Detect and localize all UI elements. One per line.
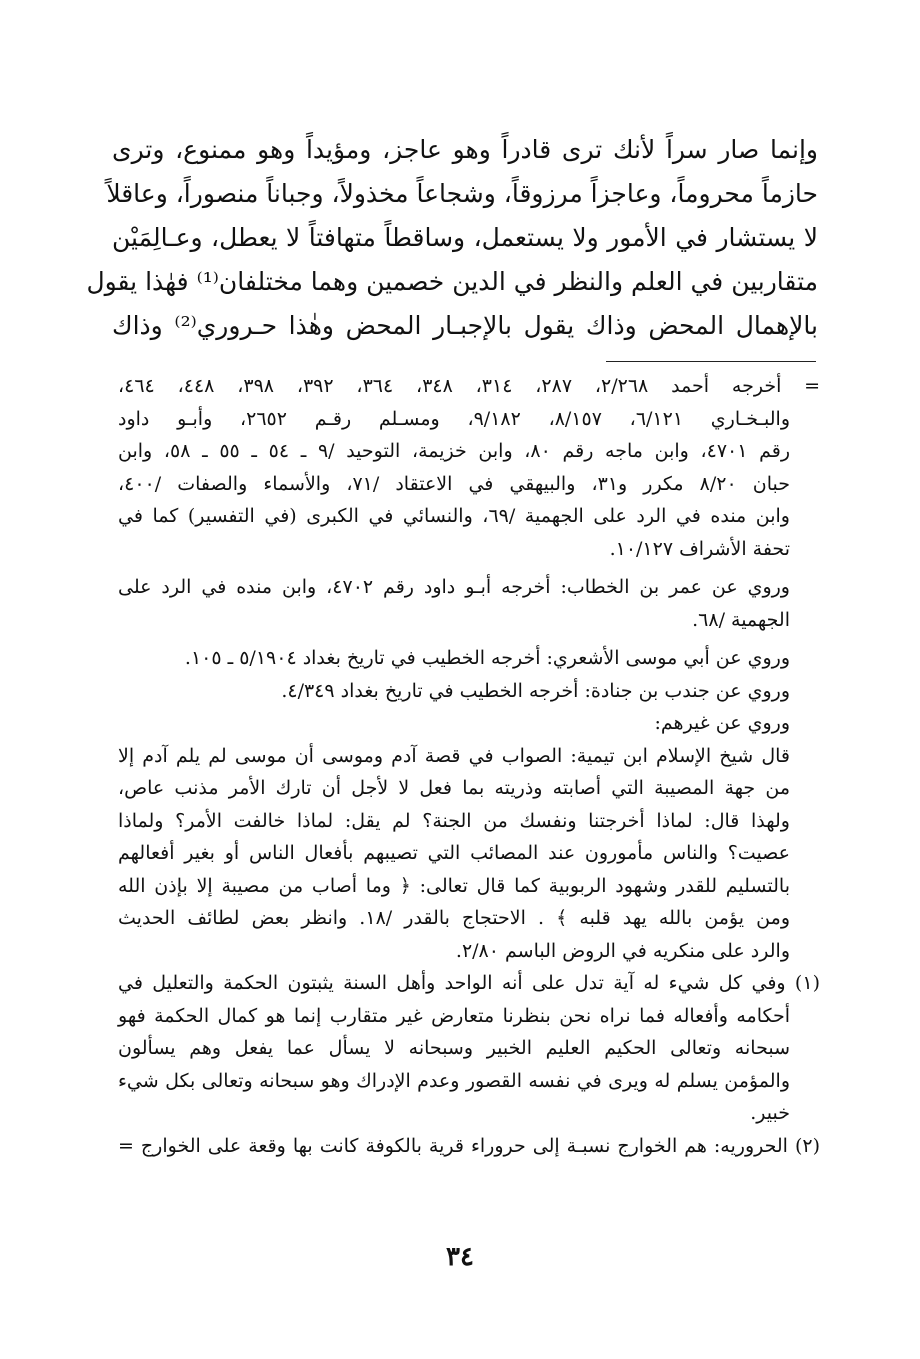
- footnote-line: وروي عن جندب بن جنادة: أخرجه الخطيب في تاريخ بغداد ٤/٣٤٩.: [281, 679, 790, 702]
- footnote-line: الجهمية /٦٨.: [692, 608, 790, 631]
- main-text-body: [86, 128, 819, 348]
- main-text-line: حازماً محروماً، وعاجزاً مرزوقاً، وشجاعاً مخذولاً، وجباناً منصوراً، وعاقلاً: [106, 179, 818, 208]
- footnote-line: والبـخـاري ٦/١٢١، ٨/١٥٧، ٩/١٨٢، ومسـلم رقـم ٢٦٥٢، وأبـو داود: [118, 407, 790, 430]
- footnote-line: وروي عن أبي موسى الأشعري: أخرجه الخطيب في تاريخ بغداد ٥/١٩٠٤ ـ ١٠٥.: [184, 647, 790, 669]
- footnote-separator-rule: [606, 361, 816, 362]
- footnote-line: سبحانه وتعالى الحكيم العليم الخبير وسبحانه لا يسأل عما يفعل وهم يسألون: [118, 1037, 790, 1059]
- main-text-line: وإنما صار سراً لأنك ترى قادراً وهو عاجز، ومؤيداً وهو ممنوع، وترى: [112, 135, 818, 164]
- footnote-line: تحفة الأشراف ١٠/١٢٧.: [609, 537, 790, 560]
- footnote-line: والرد على منكريه في الروض الباسم ٢/٨٠.: [455, 939, 790, 962]
- footnote-line: عصيت؟ والناس مأمورون عند المصائب التي تصيبهم بأفعال الناس أو بغير أفعالهم: [118, 842, 790, 864]
- main-text-line: لا يستشار في الأمور ولا يستعمل، وساقطاً متهافتاً لا يعطل، وعـالِمَيْن: [112, 223, 818, 252]
- footnote-line: (١) وفي كل شيء له آية تدل على أنه الواحد وأهل السنة يثبتون الحكمة والتعليل في: [118, 972, 820, 994]
- footnote-line: خبير.: [750, 1102, 790, 1124]
- footnote-line: حبان ٨/٢٠ مكرر و٣١، والبيهقي في الاعتقاد /٧١، والأسماء والصفات /٤٠٠،: [118, 472, 790, 495]
- footnote-line: أحكامه وأفعاله فما نراه نحن بنظرنا متعارض غير متقارب إنما هو كمال الحكمة فهو: [118, 1004, 790, 1027]
- page-number: ٣٤: [446, 1242, 474, 1272]
- footnote-line: وروي عن غيرهم:: [654, 712, 790, 734]
- main-text-line: متقاربين في العلم والنظر في الدين خصمين وهما مختلفان⁽¹⁾ فهٰذا يقول: [86, 267, 818, 296]
- footnote-line: وروي عن عمر بن الخطاب: أخرجه أبـو داود رقم ٤٧٠٢، وابن منده في الرد على: [118, 576, 790, 598]
- footnote-line: والمؤمن يسلم له ويرى في نفسه القصور وعدم الإدراك وهو سبحانه وتعالى بكل شيء: [118, 1069, 790, 1092]
- footnote-line: رقم ٤٧٠١، وابن ماجه رقم ٨٠، وابن خزيمة، التوحيد /٩ ـ ٥٤ ـ ٥٥ ـ ٥٨، وابن: [118, 440, 790, 462]
- main-text-line: بالإهمال المحض وذاك يقول بالإجبـار المحض وهٰذا حـروري⁽²⁾ وذاك: [112, 311, 819, 340]
- footnote-line: من جهة المصيبة التي أصابته وذريته بما فعل لا لأجل أن تارك الأمر مذنب عاص،: [118, 777, 790, 799]
- footnote-line: قال شيخ الإسلام ابن تيمية: الصواب في قصة آدم وموسى أن موسى لم يلم آدم إلا: [118, 744, 790, 767]
- footnote-line: ومن يؤمن بالله يهد قلبه ﴾ . الاحتجاج بالقدر /١٨. وانظر بعض لطائف الحديث: [118, 907, 790, 929]
- footnote-line: بالتسليم للقدر وشهود الربوبية كما قال تعالى: ﴿ وما أصاب من مصيبة إلا بإذن الله: [118, 874, 790, 897]
- footnotes-section: [118, 370, 820, 1162]
- footnote-line: وابن منده في الرد على الجهمية /٦٩، والنسائي في الكبرى (في التفسير) كما في: [118, 505, 790, 527]
- footnote-line: ولهذا قال: لماذا أخرجتنا ونفسك من الجنة؟ لم يقل: لماذا خالفت الأمر؟ ولماذا: [118, 809, 790, 832]
- footnote-line: = أخرجه أحمد ٢/٢٦٨، ٢٨٧، ٣١٤، ٣٤٨، ٣٦٤، ٣٩٢، ٣٩٨، ٤٤٨، ٤٦٤،: [118, 375, 821, 397]
- footnote-line: (٢) الحروريه: هم الخوارج نسبـة إلى حروراء قرية بالكوفة كانت بها وقعة على الخوارج =: [118, 1134, 820, 1157]
